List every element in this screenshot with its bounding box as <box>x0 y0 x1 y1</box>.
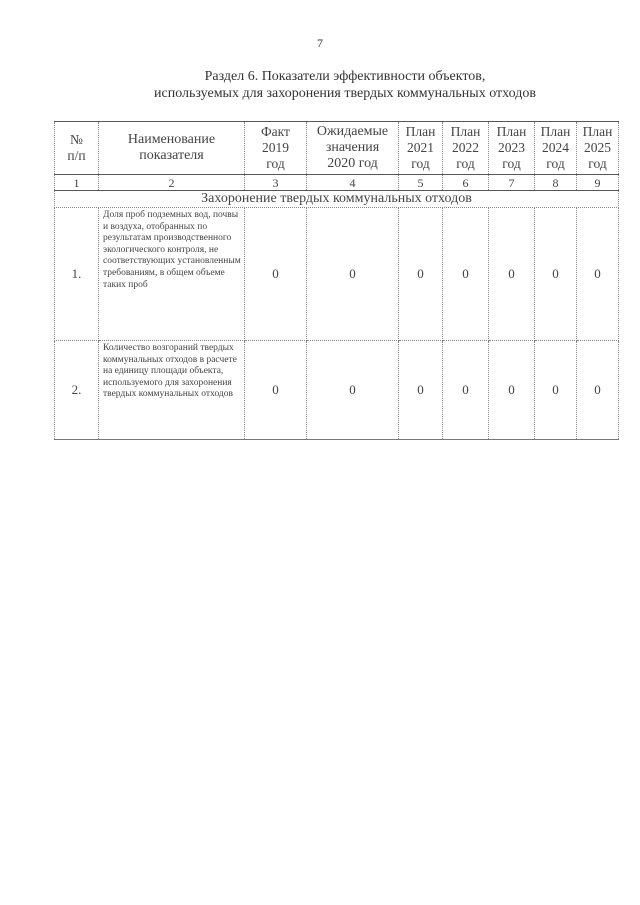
header-cell: Факт 2019 год <box>245 122 307 175</box>
header-cell: План 2025 год <box>577 122 619 175</box>
value-plan-2025: 0 <box>577 341 619 440</box>
table-header-row <box>55 122 619 175</box>
indicators-table <box>54 121 619 440</box>
value-plan-2022: 0 <box>443 341 489 440</box>
value-plan-2024: 0 <box>535 341 577 440</box>
column-number: 2 <box>99 175 245 191</box>
header-cell: План 2022 год <box>443 122 489 175</box>
value-expected-2020: 0 <box>307 341 399 440</box>
header-cell: Ожидаемые значения 2020 год <box>307 122 399 175</box>
column-number: 8 <box>535 175 577 191</box>
column-number: 7 <box>489 175 535 191</box>
table-row <box>55 208 619 341</box>
header-cell: План 2023 год <box>489 122 535 175</box>
table-row <box>55 341 619 440</box>
column-number: 9 <box>577 175 619 191</box>
value-plan-2023: 0 <box>489 341 535 440</box>
page-number: 7 <box>317 36 323 50</box>
column-number: 1 <box>55 175 99 191</box>
header-cell: План 2021 год <box>399 122 443 175</box>
header-cell: План 2024 год <box>535 122 577 175</box>
section-row <box>55 191 619 208</box>
value-fact-2019: 0 <box>245 208 307 341</box>
column-numbers-row <box>55 175 619 191</box>
column-number: 6 <box>443 175 489 191</box>
value-plan-2025: 0 <box>577 208 619 341</box>
value-plan-2024: 0 <box>535 208 577 341</box>
value-fact-2019: 0 <box>245 341 307 440</box>
header-cell: Наименование показателя <box>99 122 245 175</box>
value-plan-2022: 0 <box>443 208 489 341</box>
value-plan-2021: 0 <box>399 208 443 341</box>
row-number: 1. <box>55 208 99 341</box>
column-number: 3 <box>245 175 307 191</box>
column-number: 5 <box>399 175 443 191</box>
header-cell: № п/п <box>55 122 99 175</box>
indicator-name: Количество возгораний твердых коммунальных отходов в расчете на единицу площади объекта, используемого для захоронения твердых коммунальных отходов <box>99 341 245 440</box>
value-plan-2021: 0 <box>399 341 443 440</box>
indicator-name: Доля проб подземных вод, почвы и воздуха, отобранных по результатам производственного экологического контроля, не соответствующих установленным требованиям, в общем объеме таких проб <box>99 208 245 341</box>
row-number: 2. <box>55 341 99 440</box>
value-expected-2020: 0 <box>307 208 399 341</box>
value-plan-2023: 0 <box>489 208 535 341</box>
section-heading: Захоронение твердых коммунальных отходов <box>55 191 619 208</box>
title-line-1: Раздел 6. Показатели эффективности объектов, <box>204 69 486 84</box>
section-title <box>0 68 640 102</box>
column-number: 4 <box>307 175 399 191</box>
title-line-2: используемых для захоронения твердых коммунальных отходов <box>154 86 536 101</box>
